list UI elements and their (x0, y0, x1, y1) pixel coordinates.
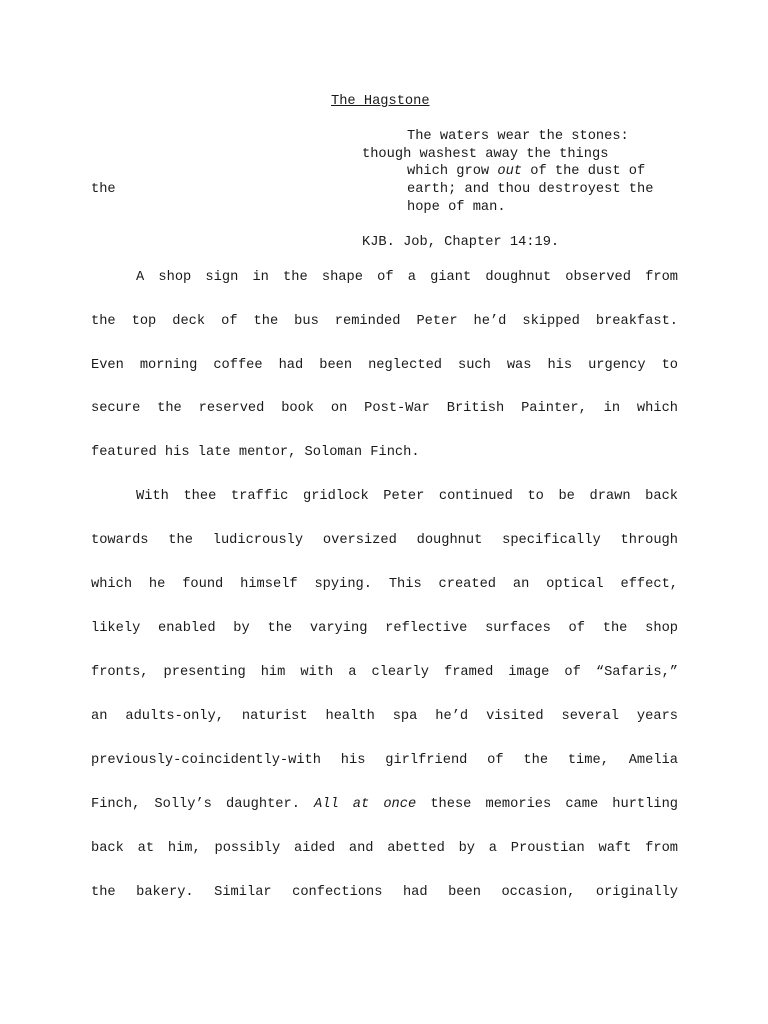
document-title: The Hagstone (331, 94, 430, 109)
paragraph-2-emphasis: All at once (314, 797, 417, 812)
paragraph-2-line: an adults-only, naturist health spa he’d visited several years (91, 709, 678, 724)
epigraph-left-word: the (91, 182, 116, 197)
epigraph-line-4: earth; and thou destroyest the (407, 182, 654, 197)
paragraph-2-line (91, 796, 678, 814)
epigraph-line-3 (407, 163, 645, 181)
epigraph-emphasis-out: out (497, 164, 523, 179)
paragraph-1-line: the top deck of the bus reminded Peter he’d skipped breakfast. (91, 314, 678, 329)
paragraph-1-line: secure the reserved book on Post-War British Painter, in which (91, 401, 678, 416)
paragraph-2-line: likely enabled by the varying reflective surfaces of the shop (91, 621, 678, 636)
paragraph-2-line: the bakery. Similar confections had been occasion, originally (91, 885, 678, 900)
paragraph-2-line-8-pre: Finch, Solly’s daughter. (91, 797, 315, 812)
paragraph-2-line-8-post: these memories came hurtling (416, 797, 678, 812)
epigraph-source: KJB. Job, Chapter 14:19. (362, 235, 560, 250)
epigraph-line-3-pre: which grow (407, 164, 498, 179)
paragraph-1-line: featured his late mentor, Soloman Finch. (91, 445, 420, 460)
paragraph-2-line: With thee traffic gridlock Peter continued to be drawn back (136, 489, 678, 504)
paragraph-2-line: fronts, presenting him with a clearly framed image of “Safaris,” (91, 665, 678, 680)
paragraph-2-line: back at him, possibly aided and abetted by a Proustian waft from (91, 841, 678, 856)
paragraph-2-line: previously-coincidently-with his girlfriend of the time, Amelia (91, 753, 678, 768)
epigraph-line-5: hope of man. (407, 200, 506, 215)
paragraph-2-line: which he found himself spying. This created an optical effect, (91, 577, 678, 592)
paragraph-1-line: A shop sign in the shape of a giant doughnut observed from (136, 270, 678, 285)
epigraph-line-3-post: of the dust of (522, 164, 646, 179)
epigraph-line-1: The waters wear the stones: (407, 129, 629, 144)
epigraph-line-2: though washest away the things (362, 147, 609, 162)
paragraph-2-line: towards the ludicrously oversized doughnut specifically through (91, 533, 678, 548)
paragraph-1-line: Even morning coffee had been neglected such was his urgency to (91, 358, 678, 373)
